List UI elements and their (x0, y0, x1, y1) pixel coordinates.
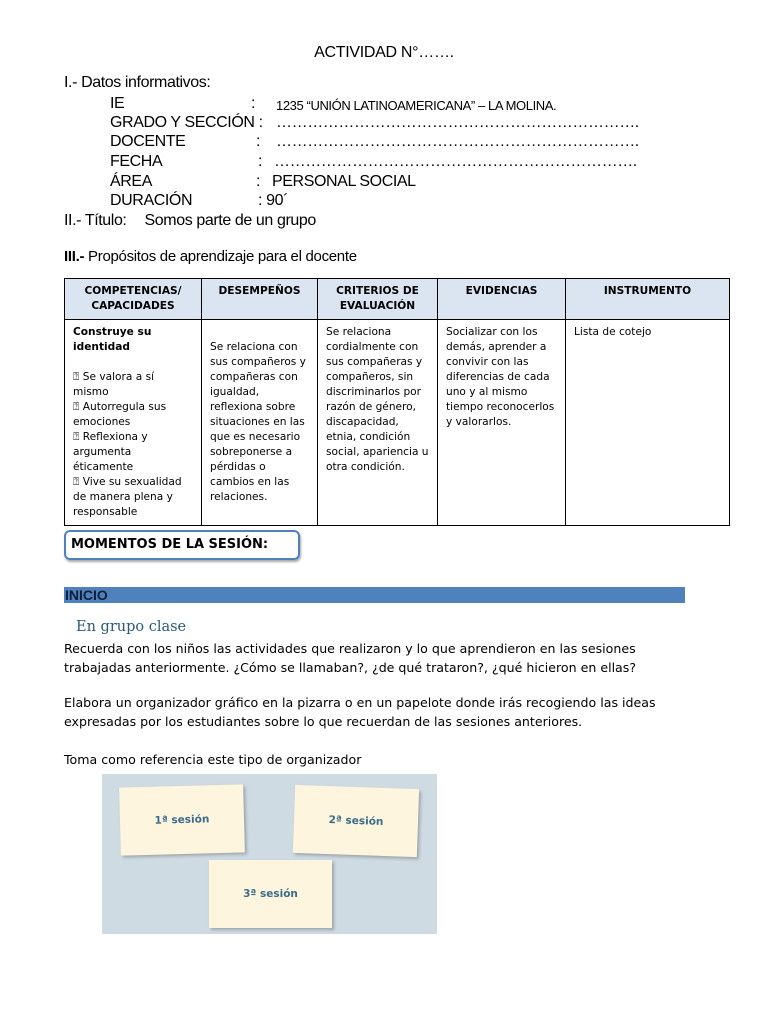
capacidad-item: ⍰ Reflexiona y argumenta éticamente (73, 431, 148, 473)
bullet-icon: ⍰ (73, 371, 80, 383)
propositos-text: Propósitos de aprendizaje para el docente (84, 248, 357, 265)
bullet-icon: ⍰ (73, 401, 80, 413)
inicio-bar (64, 587, 685, 603)
header-criterios: CRITERIOS DE EVALUACIÓN (318, 279, 438, 320)
info-label: GRADO Y SECCIÓN : (110, 114, 263, 131)
paragraph-recuerda: Recuerda con los niños las actividades que realizaron y lo que aprendieron en las sesiones trabajadas anteriormente. ¿Cómo se llamaban?, ¿de qué trataron?, ¿qué hicieron en ellas? (64, 641, 637, 675)
info-value-docente: ……………………………………………………………. (276, 133, 639, 150)
header-instrumento: INSTRUMENTO (566, 279, 730, 320)
info-row-area (110, 173, 670, 193)
header-desempenos: DESEMPEÑOS (202, 279, 318, 320)
info-value-duracion: : 90´ (258, 192, 289, 209)
cell-evidencias: Socializar con los demás, aprender a convivir con las diferencias de cada uno y al mismo tiempo reconocerlos y valorarlos. (438, 320, 566, 526)
info-row-ie (110, 95, 670, 115)
info-value-fecha: ……………………………………………………………. (274, 153, 637, 170)
propositos-prefix: III.- (64, 248, 85, 265)
info-value-ie: 1235 “UNIÓN LATINOAMERICANA” – LA MOLINA. (276, 98, 557, 113)
info-row-grado (110, 114, 670, 134)
session-card-3: 3ª sesión (209, 860, 332, 928)
titulo-label: II.- Título: (64, 212, 127, 229)
inicio-label: INICIO (65, 587, 108, 603)
activity-title: ACTIVIDAD N°……. (314, 44, 454, 61)
info-colon: : (256, 133, 261, 150)
organizer-diagram (102, 774, 437, 934)
info-label: ÁREA (110, 173, 152, 190)
info-row-fecha (110, 153, 670, 173)
cell-criterios: Se relaciona cordialmente con sus compañeras y compañeros, sin discriminarlos por razón de género, discapacidad, etnia, condición social, apariencia u otra condición. (318, 320, 438, 526)
bullet-icon: ⍰ (73, 476, 80, 488)
cell-desempeno: Se relaciona con sus compañeros y compañeras con igualdad, reflexiona sobre situaciones en las que es necesario sobreponerse a pérdidas o cambios en las relaciones. (202, 320, 318, 526)
grupo-heading: En grupo clase (76, 619, 187, 635)
session-card-1: 1ª sesión (119, 784, 245, 855)
bullet-icon: ⍰ (73, 431, 80, 443)
info-colon: : (256, 173, 261, 190)
competencia-title: Construye su identidad (73, 326, 152, 353)
info-label: FECHA (110, 153, 163, 170)
cell-competencias (65, 320, 202, 526)
competencias-table (64, 278, 730, 526)
capacidad-item: ⍰ Vive su sexualidad de manera plena y responsable (73, 476, 182, 518)
info-value-grado: ……………………………………………………………. (276, 114, 639, 131)
info-label: DURACIÓN (110, 192, 193, 209)
info-row-duracion (110, 192, 670, 212)
titulo-value: Somos parte de un grupo (144, 212, 316, 229)
moments-label: MOMENTOS DE LA SESIÓN: (71, 537, 269, 552)
capacidad-item: ⍰ Autorregula sus emociones (73, 401, 167, 428)
info-label: DOCENTE (110, 133, 186, 150)
info-row-docente (110, 133, 670, 153)
paragraph-referencia: Toma como referencia este tipo de organizador (64, 752, 362, 767)
section-titulo (64, 212, 316, 230)
section-datos-heading: I.- Datos informativos: (64, 74, 211, 91)
moments-box (64, 530, 300, 560)
header-evidencias: EVIDENCIAS (438, 279, 566, 320)
section-propositos (64, 248, 357, 265)
cell-instrumento: Lista de cotejo (566, 320, 730, 526)
table-row (65, 320, 730, 526)
session-card-2: 2ª sesión (293, 785, 419, 857)
info-colon: : (251, 95, 256, 112)
info-label: IE (110, 95, 125, 112)
info-value-area: PERSONAL SOCIAL (272, 173, 416, 190)
header-competencias: COMPETENCIAS/ CAPACIDADES (65, 279, 202, 320)
capacidad-item: ⍰ Se valora a sí mismo (73, 371, 155, 398)
info-colon: : (258, 153, 263, 170)
paragraph-elabora: Elabora un organizador gráfico en la pizarra o en un papelote donde irás recogiendo las ideas expresadas por los estudiantes sobre lo que recuerdan de las sesiones anteriores. (64, 695, 656, 729)
